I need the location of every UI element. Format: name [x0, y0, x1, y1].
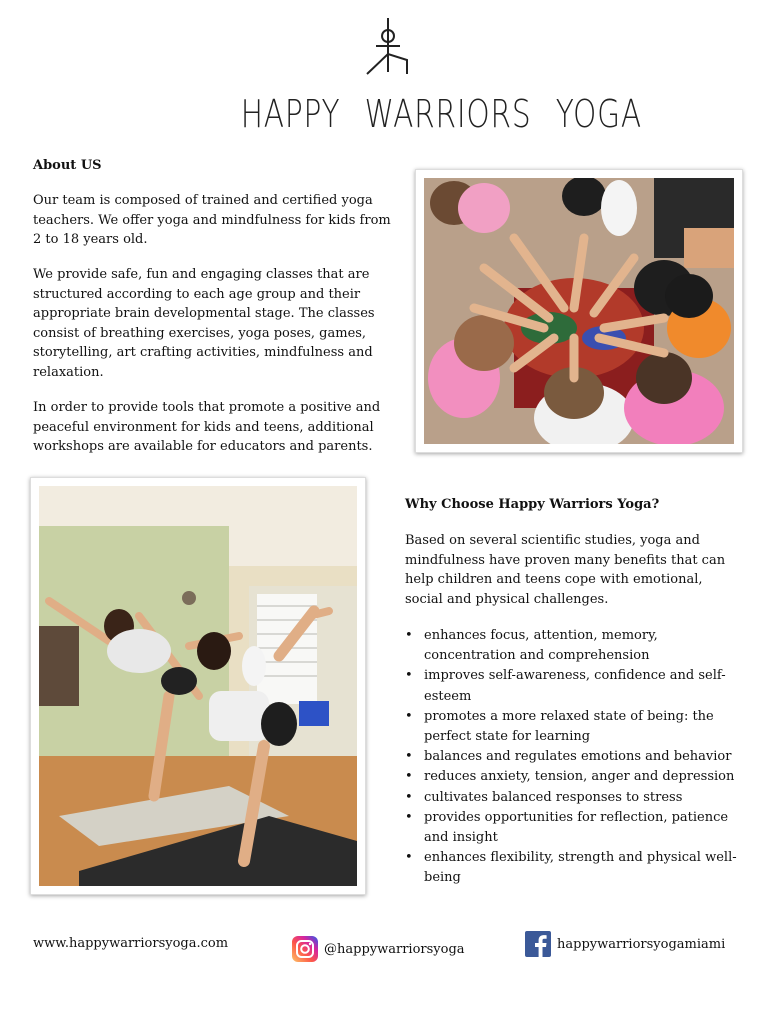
list-item: • improves self-awareness, confidence and self-esteem — [405, 668, 726, 704]
brand-name: HAPPY WARRIORS YOGA — [240, 92, 642, 136]
about-paragraph-3: In order to provide tools that promote a positive and peaceful environment for kids and teens, additional workshops are available for educators and parents. — [33, 400, 381, 455]
list-item: • cultivates balanced responses to stress — [405, 788, 745, 808]
bullet-icon: • — [405, 708, 413, 724]
bullet-icon: • — [405, 850, 413, 866]
facebook-handle: happywarriorsyogamiami — [557, 936, 726, 952]
website-text: www.happywarriorsyoga.com — [33, 936, 229, 951]
bullet-icon: • — [405, 769, 413, 785]
dancer-pose-illustration — [39, 486, 357, 886]
list-item: • enhances focus, attention, memory, concentration and comprehension — [405, 628, 658, 664]
bullet-icon: • — [405, 628, 413, 643]
list-item: • reduces anxiety, tension, anger and depression — [405, 767, 745, 787]
brand-logo — [200, 14, 642, 136]
list-item: • balances and regulates emotions and behavior — [405, 747, 745, 767]
instagram-link[interactable] — [292, 936, 465, 962]
facebook-icon — [525, 931, 551, 957]
bullet-icon: • — [405, 668, 413, 684]
yoga-warrior-logo-icon — [363, 14, 413, 78]
about-paragraph-1: Our team is composed of trained and certified yoga teachers. We offer yoga and mindfulness for kids from 2 to 18 years old. — [33, 193, 391, 248]
kids-circle-photo — [415, 169, 743, 453]
why-intro: Based on several scientific studies, yoga and mindfulness have proven many benefits that can help children and teens cope with emotional, social and physical challenges. — [405, 533, 726, 607]
facebook-link[interactable] — [525, 931, 725, 957]
instagram-handle: @happywarriorsyoga — [324, 941, 465, 957]
bullet-icon: • — [405, 789, 413, 805]
dancer-pose-photo — [30, 477, 366, 895]
list-item: • enhances flexibility, strength and physical well-being — [405, 850, 737, 886]
website-link[interactable] — [33, 936, 228, 951]
bullet-icon: • — [405, 749, 413, 765]
why-title: Why Choose Happy Warriors Yoga? — [405, 497, 660, 512]
about-paragraph-2: We provide safe, fun and engaging classes that are structured according to each age group and their appropriate brain developmental stage. The classes consist of breathing exercises, yoga poses, games, storytelling, art crafting activities, mindfulness and relaxation. — [33, 267, 375, 380]
list-item: • provides opportunities for reflection, patience and insight — [405, 809, 729, 846]
bullet-icon: • — [405, 809, 413, 825]
list-item: • promotes a more relaxed state of being: the perfect state for learning — [405, 708, 714, 745]
instagram-icon — [292, 936, 318, 962]
about-title: About US — [33, 158, 102, 173]
kids-circle-illustration — [424, 178, 734, 444]
benefits-list — [405, 626, 745, 889]
